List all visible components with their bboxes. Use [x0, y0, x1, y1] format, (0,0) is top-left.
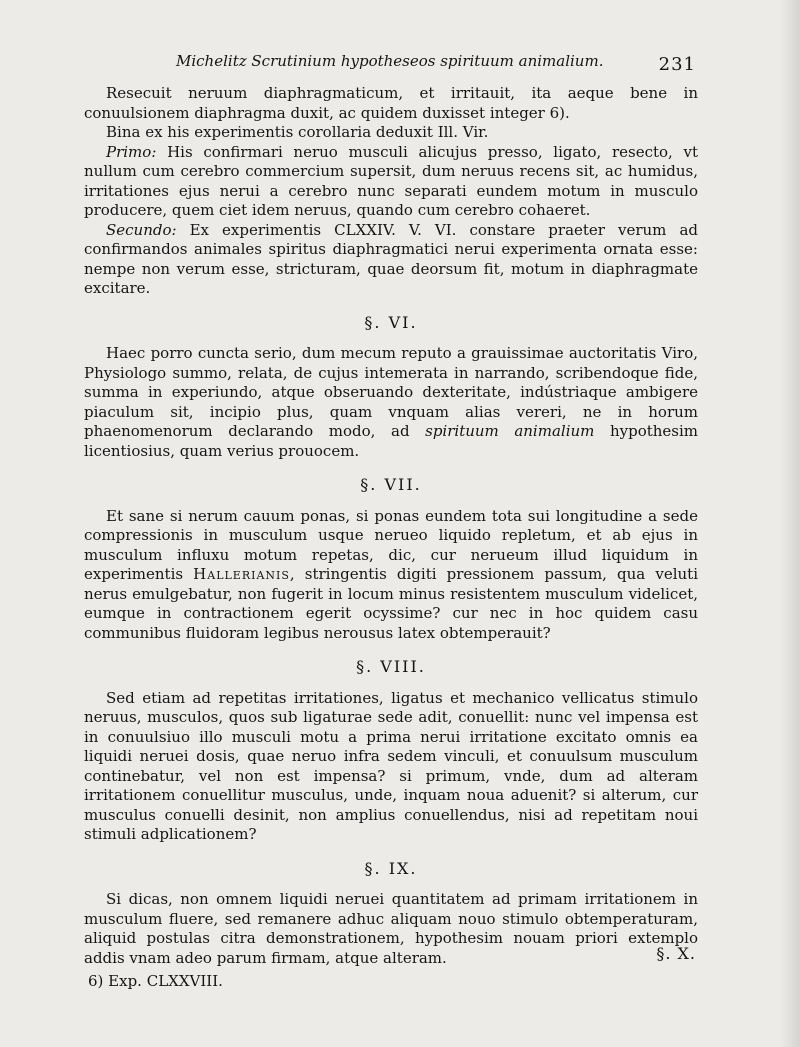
paragraph-lead: Secundo: [106, 220, 177, 239]
paragraph [84, 221, 698, 299]
paragraph-text: hypothesim licentiosius, quam verius prouocem. [84, 422, 699, 460]
paragraph [84, 344, 698, 461]
paragraph-lead: Primo: [106, 142, 157, 161]
paragraph-text: Et sane si nerum cauum ponas, si ponas eundem tota sui longitudine a sede compressionis in musculum usque nerueo liquido repletum, et ab ejus in musculum influxu motum repetas, dic, cur nerueum illud liquidum in experimentis [84, 506, 698, 583]
paragraph [84, 143, 698, 221]
paragraph: Si dicas, non omnem liquidi neruei quantitatem ad primam irritationem in musculum fluere, sed remanere adhuc aliquam nouo stimulo obtemperaturam, aliquid postulas citra demonstrationem, hypothesim nouam priori extemplo addis vnam adeo parum firmam, atque alteram. [84, 890, 698, 967]
paragraph-text: His confirmari neruo musculi alicujus presso, ligato, resecto, vt nullum cum cerebro commercium supersit, dum neruus recens sit, ac humidus, irritationes ejus nerui a cerebro nunc separati eundem motum in musculo producere, quem ciet idem neruus, quando cum cerebro cohaeret. [84, 142, 698, 219]
paragraph-text: Haec porro cuncta serio, dum mecum reputo a grauissimae auctoritatis Viro, Physiologo summo, relata, de cujus intemerata in narrando, scribendoque fide, summa in experiundo, atque obseruando dexteritate, indústriaque ambigere piaculum sit, incipio plus, quam vnquam alias vereri, ne in horum phaenomenorum declarando modo, ad [84, 344, 698, 440]
page-edge-shadow [780, 0, 800, 1047]
paragraph: Bina ex his experimentis corollaria deduxit Ill. Vir. [106, 123, 489, 141]
footnote: 6) Exp. CLXXVIII. [88, 972, 223, 990]
emphasis-text: spirituum animalium [425, 422, 595, 440]
page-body [84, 84, 698, 968]
section-heading-vii: §. VII. [360, 475, 422, 494]
paragraph: Sed etiam ad repetitas irritationes, ligatus et mechanico vellicatus stimulo neruus, musculos, quos sub ligaturae sede adit, conuellit: nunc vel impensa est in conuulsiuo illo musculi motu a prima nerui irritatione excitato omnis ea liquidi neruei dosis, quae neruo infra sedem vinculi, et conuulsum musculum continebatur, vel non est impensa? si primum, vnde, dum ad alteram irritationem conuellitur musculus, unde, inquam noua aduenit? si alterum, cur musculus conuelli desinit, non amplius conuellendus, nisi ad repetitam noui stimuli adplicationem? [84, 688, 698, 843]
paragraph [84, 507, 698, 644]
section-heading-viii: §. VIII. [356, 657, 426, 676]
catchword: §. X. [656, 944, 696, 963]
running-header: Michelitz Scrutinium hypotheseos spirituum animalium. [176, 52, 604, 70]
section-heading-vi: §. VI. [364, 312, 418, 332]
paragraph-text: , stringentis digiti pressionem passum, qua veluti nerus emulgebatur, non fugerit in locum minus resistentem musculum videlicet, eumque in contractionem egerit ocyssime? cur nec in hoc quidem casu communibus fluidoram legibus nerousus latex obtemperauit? [84, 565, 698, 642]
page-number: 231 [658, 54, 696, 75]
paragraph-text: Ex experimentis CLXXIV. V. VI. constare praeter verum ad confirmandos animales spiritus diaphragmatici nerui experimenta ornata esse: nempe non verum esse, stricturam, quae deorsum fit, motum in diaphragmate excitare. [84, 220, 698, 297]
paragraph: Resecuit neruum diaphragmaticum, et irritauit, ita aeque bene in conuulsionem diaphragma duxit, ac quidem duxisset integer 6). [84, 84, 698, 122]
section-heading-ix: §. IX. [364, 858, 418, 878]
small-caps-name: Hallerianis [193, 565, 290, 583]
